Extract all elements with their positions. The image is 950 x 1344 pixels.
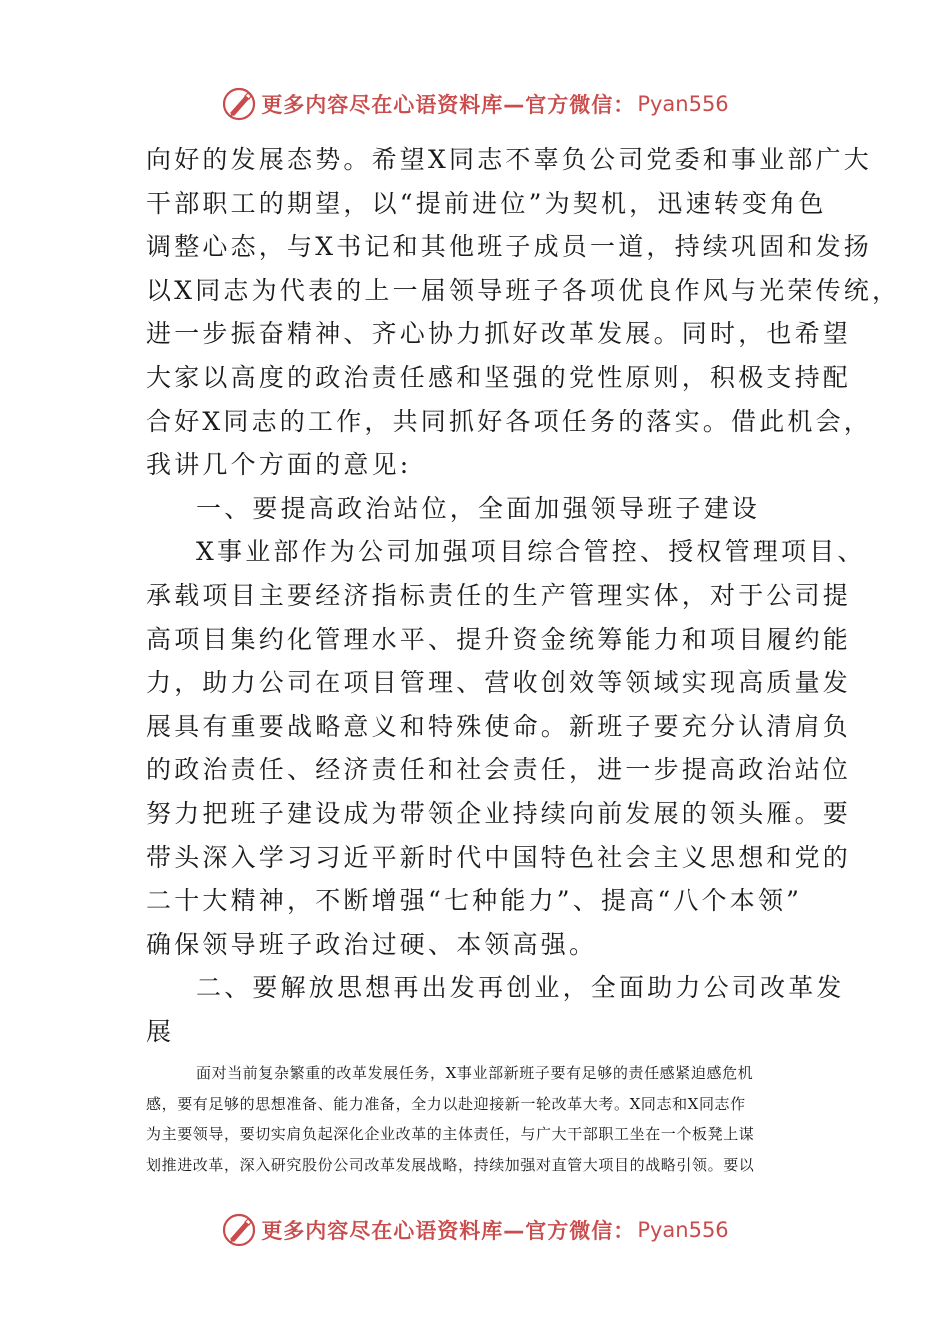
text-line: X事业部作为公司加强项目综合管控、授权管理项目、 [196, 537, 866, 567]
text-line: 努力把班子建设成为带领企业持续向前发展的领头雁。要 [146, 798, 852, 828]
text-line: 带头深入学习习近平新时代中国特色社会主义思想和党的 [146, 842, 852, 872]
text-line: 合好X同志的工作，共同抓好各项任务的落实。借此机会， [146, 406, 873, 436]
small-paragraph [146, 1058, 810, 1180]
watermark-text: 更多内容尽在心语资料库—官方微信： [261, 93, 636, 117]
text-line: 大家以高度的政治责任感和坚强的党性原则，积极支持配 [146, 362, 852, 392]
text-line: 向好的发展态势。希望X同志不辜负公司党委和事业部广大 [146, 145, 873, 174]
text-line: 的政治责任、经济责任和社会责任，进一步提高政治站位 [146, 755, 852, 785]
text-line: 承载项目主要经济指标责任的生产管理实体，对于公司提 [146, 580, 852, 610]
document-body [146, 138, 901, 1053]
small-text-line: 划推进改革，深入研究股份公司改革发展战略，持续加强对直管大项目的战略引领。要以 [146, 1155, 755, 1174]
text-line: 高项目集约化管理水平、提升资金统筹能力和项目履约能 [146, 624, 852, 654]
small-text-line: 感，要有足够的思想准备、能力准备，全力以赴迎接新一轮改革大考。X同志和X同志作 [146, 1094, 746, 1113]
section-heading-2: 二、要解放思想再出发再创业，全面助力公司改革发 [196, 973, 845, 1003]
footer-watermark [0, 1210, 950, 1250]
text-line: 调整心态，与X书记和其他班子成员一道，持续巩固和发扬 [146, 232, 873, 262]
text-line: 进一步振奋精神、齐心协力抓好改革发展。同时，也希望 [146, 319, 852, 349]
small-text-line: 面对当前复杂繁重的改革发展任务，X事业部新班子要有足够的责任感紧迫感危机 [196, 1064, 754, 1082]
pen-logo-icon [221, 1212, 257, 1248]
text-line: 展具有重要战略意义和特殊使命。新班子要充分认清肩负 [146, 711, 852, 741]
section-heading-1: 一、要提高政治站位，全面加强领导班子建设 [196, 493, 761, 523]
header-watermark [0, 84, 950, 124]
small-text-line: 为主要领导，要切实肩负起深化企业改革的主体责任，与广大干部职工坐在一个板凳上谋 [146, 1125, 755, 1143]
text-line: 确保领导班子政治过硬、本领高强。 [146, 929, 598, 959]
text-line: 力，助力公司在项目管理、营收创效等领域实现高质量发 [146, 668, 852, 698]
text-line: 以X同志为代表的上一届领导班子各项优良作风与光荣传统， [146, 275, 901, 305]
section-heading-2-continued: 展 [146, 1016, 175, 1046]
watermark-wechat-id: Pyan556 [637, 92, 729, 116]
text-line: 干部职工的期望，以“提前进位”为契机，迅速转变角色 [146, 188, 827, 218]
text-line: 二十大精神，不断增强“七种能力”、提高“八个本领” [146, 886, 803, 916]
pen-logo-icon [221, 86, 257, 122]
watermark-text: 更多内容尽在心语资料库—官方微信： [261, 1219, 636, 1243]
text-line: 我讲几个方面的意见: [146, 450, 412, 480]
watermark-wechat-id: Pyan556 [637, 1218, 729, 1242]
